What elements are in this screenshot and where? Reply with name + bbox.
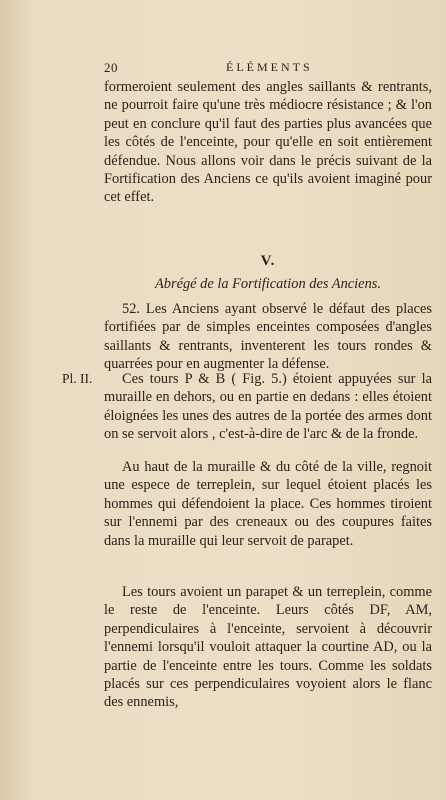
page-number: 20: [104, 60, 118, 75]
paragraph-towers: Ces tours P & B ( Fig. 5.) étoient appuyées sur la muraille en dehors, ou en partie en dedans : elles étoient éloignées les unes des autres de la portée des armes dont on se servoit alors , c'est-à-dire de l'arc & de la fronde.: [104, 371, 432, 443]
section-number: V.: [260, 253, 276, 269]
paragraph-parapet: Les tours avoient un parapet & un terreplein, comme le reste de l'enceinte. Leurs côtés DF, AM, perpendiculaires à l'enceinte, servoient à découvrir l'ennemi lorsqu'il vouloit attaquer la courtine AD, ou la partie de l'enceinte entre les tours. Comme les soldats placés sur ces perpendiculaires voyoient alors le flanc des ennemis,: [104, 584, 432, 711]
section-title: Abrégé de la Fortification des Anciens.: [155, 276, 381, 292]
running-title: ÉLÉMENTS: [226, 60, 313, 74]
paragraph-continuation: formeroient seulement des angles saillants & rentrants, ne pourroit faire qu'une très médiocre résistance ; & l'on peut en conclure qu'il faut des parties plus avancées que les côtés de l'enceinte, pour qu'elle en soit entièrement défendue. Nous allons voir dans le précis suivant de la Fortification des Anciens ce qu'ils avoient imaginé pour cet effet.: [104, 79, 432, 206]
paragraph-terreplein: Au haut de la muraille & du côté de la ville, regnoit une espece de terreplein, sur lequel étoient placés les hommes qui défendoient la place. Ces hommes tiroient sur l'ennemi par des creneaux ou des coupures faites dans la muraille qui leur servoit de parapet.: [104, 459, 432, 549]
paragraph-52: 52. Les Anciens ayant observé le défaut des places fortifiées par de simples enceintes composées d'angles saillants & rentrants, inventerent les tours rondes & quarrées pour en augmenter la défense.: [104, 301, 432, 373]
plate-reference: Pl. II.: [62, 371, 93, 386]
running-header: [104, 60, 424, 80]
